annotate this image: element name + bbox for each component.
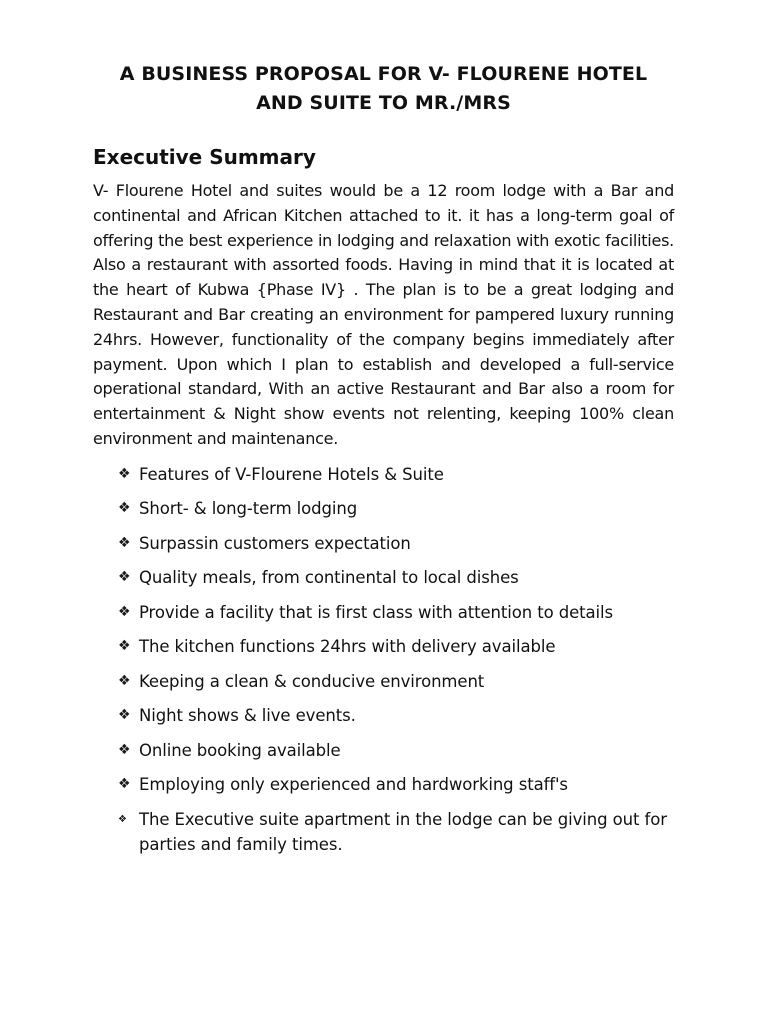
list-item [118, 807, 674, 857]
features-list [93, 462, 674, 857]
list-item-text: Employing only experienced and hardworking staff's [139, 775, 568, 795]
list-item [118, 565, 674, 590]
list-item-text: Surpassin customers expectation [139, 533, 411, 553]
list-item-text: Quality meals, from continental to local dishes [139, 568, 519, 588]
list-item [118, 496, 674, 521]
list-item [118, 703, 674, 728]
diamond-bullet-icon: ❖ [118, 465, 131, 482]
document-title [93, 60, 674, 118]
list-item-text: Night shows & live events. [139, 706, 356, 726]
list-item [118, 738, 674, 763]
diamond-bullet-icon: ❖ [118, 741, 131, 758]
list-item-text: Keeping a clean & conducive environment [139, 671, 485, 691]
section-heading: Executive Summary [93, 145, 316, 169]
diamond-bullet-icon: ❖ [118, 603, 131, 620]
list-item-text: The kitchen functions 24hrs with delivery available [139, 637, 556, 657]
diamond-bullet-icon: ❖ [118, 569, 131, 586]
diamond-bullet-icon: ❖ [118, 813, 127, 825]
list-item-text: The Executive suite apartment in the lodge can be giving out for parties and family times. [139, 809, 667, 854]
diamond-bullet-icon: ❖ [118, 707, 131, 724]
list-item-text: Provide a facility that is first class with attention to details [139, 602, 613, 622]
diamond-bullet-icon: ❖ [118, 534, 131, 551]
list-item [118, 634, 674, 659]
list-item [118, 462, 674, 487]
list-item [118, 531, 674, 556]
list-item-text: Online booking available [139, 740, 341, 760]
title-line-1: A BUSINESS PROPOSAL FOR V- FLOURENE HOTEL [119, 63, 648, 85]
diamond-bullet-icon: ❖ [118, 500, 131, 517]
list-item [118, 772, 674, 797]
list-item-text: Features of V-Flourene Hotels & Suite [139, 464, 444, 484]
summary-paragraph: V- Flourene Hotel and suites would be a 12 room lodge with a Bar and continental and African Kitchen attached to it. it has a long-term goal of offering the best experience in lodging and relaxation with exotic facilities. Also a restaurant with assorted foods. Having in mind that it is located at the heart of Kubwa {Phase IV} . The plan is to be a great lodging and Restaurant and Bar creating an environment for pampered luxury running 24hrs. However, functionality of the company begins immediately after payment. Upon which I plan to establish and developed a full-service operational standard, With an active Restaurant and Bar also a room for entertainment & Night show events not relenting, keeping 100% clean environment and maintenance. [93, 181, 674, 448]
diamond-bullet-icon: ❖ [118, 672, 131, 689]
list-item [118, 600, 674, 625]
list-item-text: Short- & long-term lodging [139, 499, 358, 519]
list-item [118, 669, 674, 694]
diamond-bullet-icon: ❖ [118, 776, 131, 793]
diamond-bullet-icon: ❖ [118, 638, 131, 655]
title-line-2: AND SUITE TO MR./MRS [256, 92, 511, 114]
